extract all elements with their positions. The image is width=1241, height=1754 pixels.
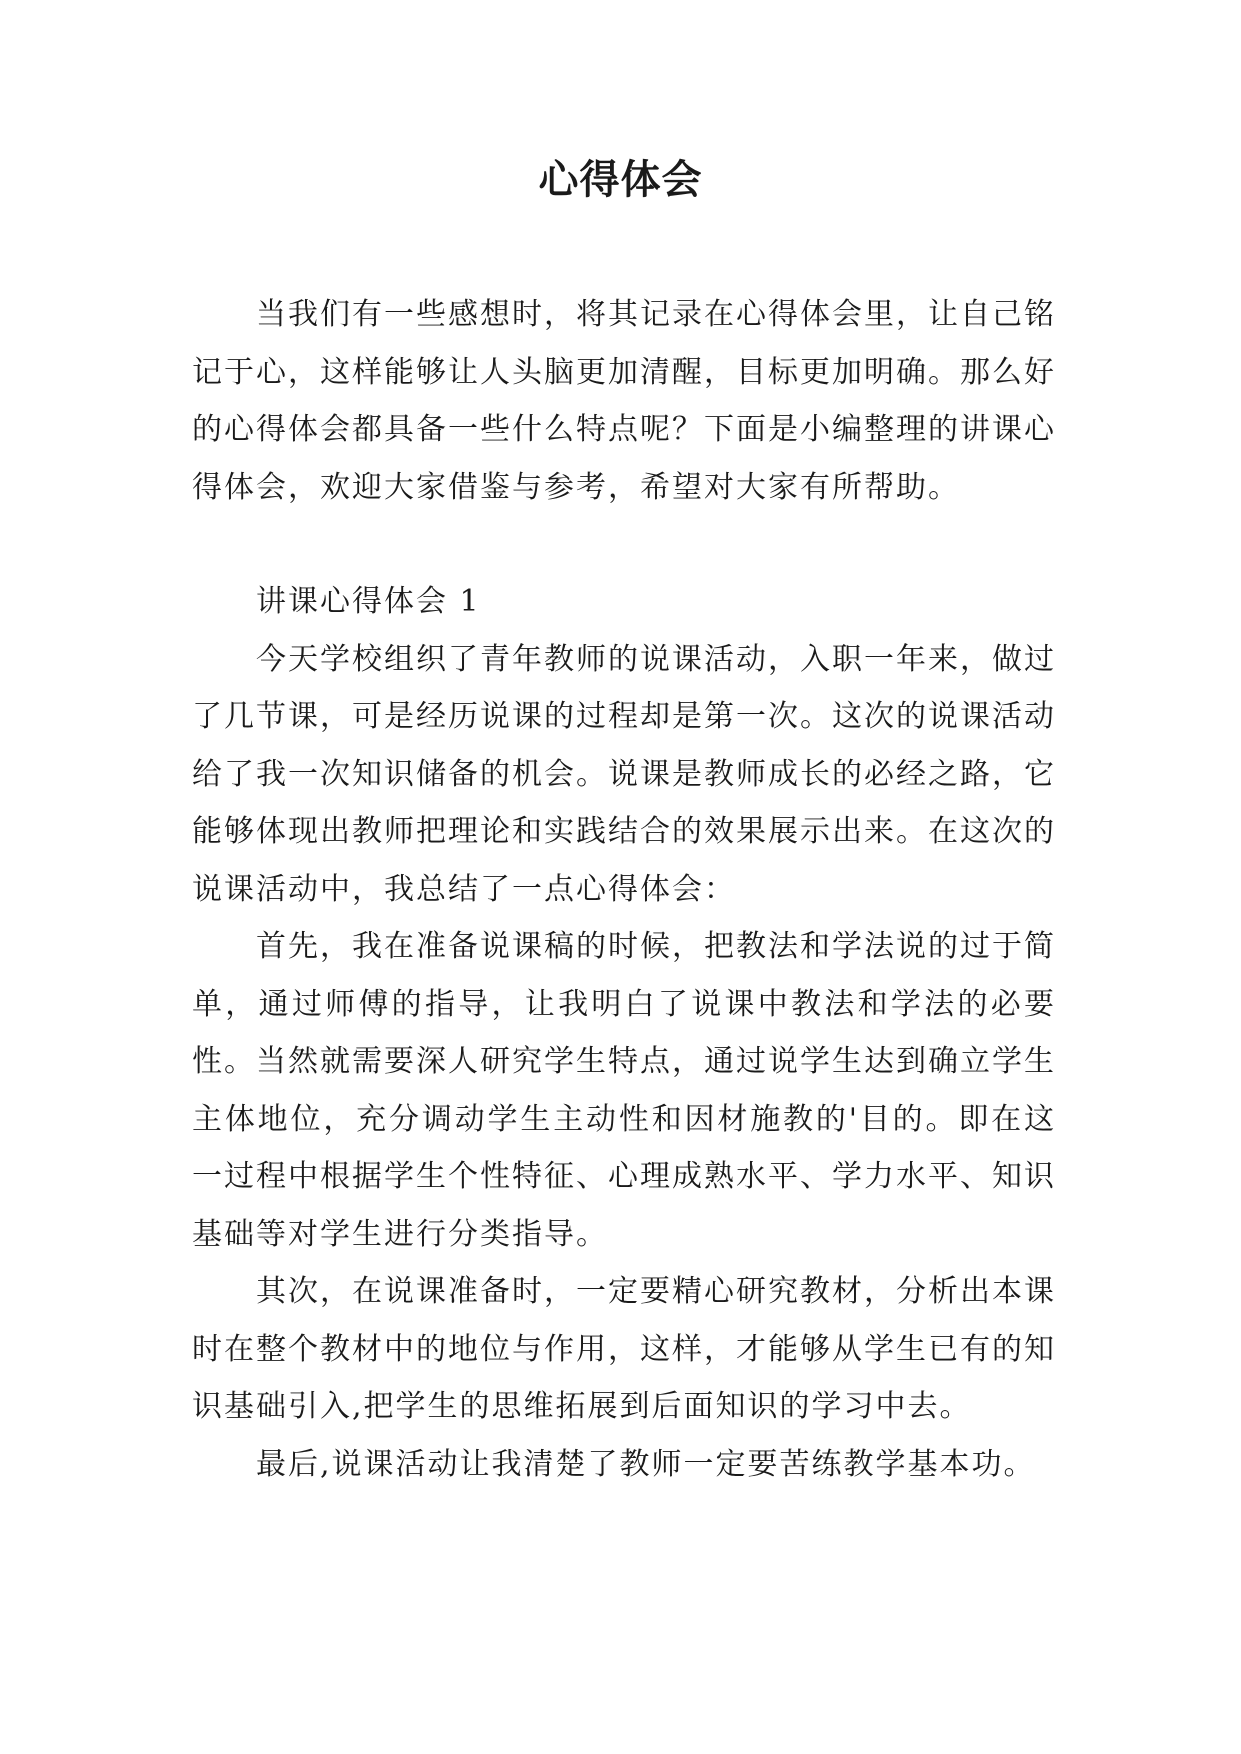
intro-paragraph: 当我们有一些感想时，将其记录在心得体会里，让自己铭记于心，这样能够让人头脑更加清醒，目标更加明确。那么好的心得体会都具备一些什么特点呢？下面是小编整理的讲课心得体会，欢迎大家借鉴与参考，希望对大家有所帮助。 xyxy=(192,297,1056,505)
body-paragraph: 今天学校组织了青年教师的说课活动，入职一年来，做过了几节课，可是经历说课的过程却是第一次。这次的说课活动给了我一次知识储备的机会。说课是教师成长的必经之路，它能够体现出教师把理论和实践结合的效果展示出来。在这次的说课活动中，我总结了一点心得体会： xyxy=(192,641,1056,907)
page-title: 心得体会 xyxy=(538,157,703,203)
section-heading: 讲课心得体会 1 xyxy=(256,584,481,619)
body-paragraph: 最后,说课活动让我清楚了教师一定要苦练教学基本功。 xyxy=(256,1446,1036,1482)
body-paragraph: 首先，我在准备说课稿的时候，把教法和学法说的过于简单，通过师傅的指导，让我明白了说课中教法和学法的必要性。当然就需要深人研究学生特点，通过说学生达到确立学生主体地位，充分调动学生主动性和因材施教的'目的。即在这一过程中根据学生个性特征、心理成熟水平、学力水平、知识基础等对学生进行分类指导。 xyxy=(192,929,1056,1252)
body-paragraph: 其次，在说课准备时，一定要精心研究教材，分析出本课时在整个教材中的地位与作用，这样，才能够从学生已有的知识基础引入,把学生的思维拓展到后面知识的学习中去。 xyxy=(192,1274,1056,1424)
paragraph-spacer xyxy=(192,516,1056,573)
document-body xyxy=(192,286,1056,1493)
